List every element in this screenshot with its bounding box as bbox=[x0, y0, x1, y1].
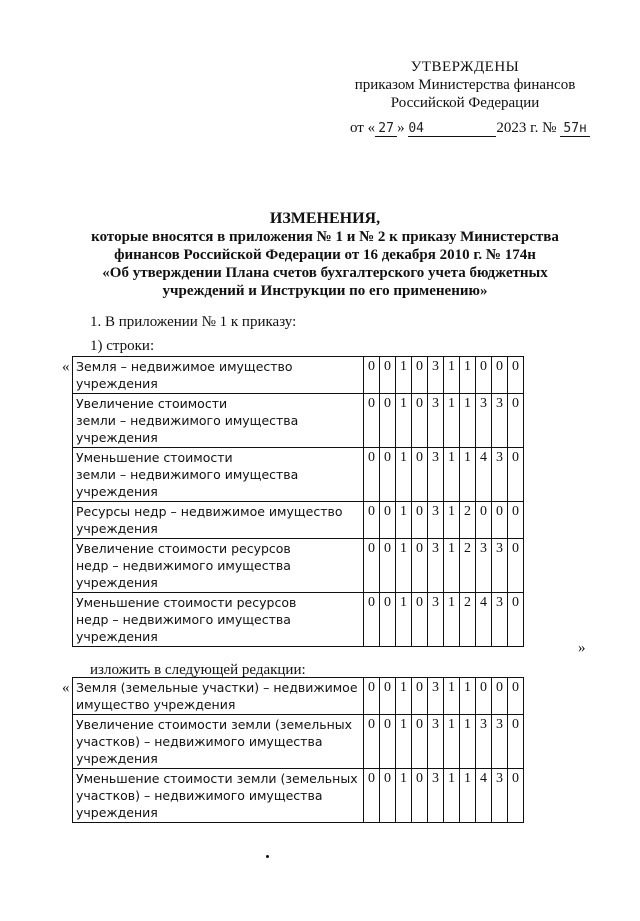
account-code-digit: 0 bbox=[412, 769, 428, 823]
order-year: 2023 г. № bbox=[496, 120, 557, 136]
account-code-digit: 0 bbox=[380, 539, 396, 593]
account-code-digit: 1 bbox=[396, 593, 412, 647]
account-code-digit: 3 bbox=[428, 448, 444, 502]
account-name-cell bbox=[73, 448, 364, 502]
account-name-line: недр – недвижимого имущества bbox=[76, 558, 291, 573]
account-name-cell bbox=[73, 539, 364, 593]
account-code-digit: 0 bbox=[364, 715, 380, 769]
table-row bbox=[73, 502, 524, 539]
account-code-digit: 1 bbox=[460, 357, 476, 394]
account-code-digit: 3 bbox=[428, 394, 444, 448]
account-name-line: участков) – недвижимого имущества bbox=[76, 734, 323, 749]
open-quote-2: « bbox=[62, 680, 70, 696]
accounts-table-old bbox=[72, 356, 524, 647]
account-code-digit: 0 bbox=[364, 593, 380, 647]
account-code-digit: 3 bbox=[428, 539, 444, 593]
account-code-digit: 1 bbox=[444, 357, 460, 394]
account-code-digit: 3 bbox=[476, 715, 492, 769]
table-row bbox=[73, 539, 524, 593]
account-code-digit: 0 bbox=[476, 357, 492, 394]
account-name-cell bbox=[73, 502, 364, 539]
account-code-digit: 1 bbox=[396, 502, 412, 539]
account-code-digit: 1 bbox=[460, 394, 476, 448]
title-line-1: ИЗМЕНЕНИЯ, bbox=[269, 210, 381, 227]
account-code-digit: 3 bbox=[492, 448, 508, 502]
account-name-line: Увеличение стоимости ресурсов bbox=[76, 541, 291, 556]
account-code-digit: 4 bbox=[476, 769, 492, 823]
order-date-line bbox=[350, 120, 590, 137]
account-name-cell bbox=[73, 593, 364, 647]
account-code-digit: 0 bbox=[492, 678, 508, 715]
account-code-digit: 1 bbox=[460, 448, 476, 502]
account-code-digit: 2 bbox=[460, 502, 476, 539]
table-row bbox=[73, 593, 524, 647]
page-mark-dot bbox=[266, 855, 269, 858]
account-name-cell bbox=[73, 715, 364, 769]
account-code-digit: 0 bbox=[364, 448, 380, 502]
account-code-digit: 1 bbox=[444, 715, 460, 769]
account-code-digit: 2 bbox=[460, 539, 476, 593]
table-row bbox=[73, 715, 524, 769]
order-month: 04 bbox=[408, 121, 496, 137]
account-code-digit: 3 bbox=[428, 357, 444, 394]
account-code-digit: 3 bbox=[428, 593, 444, 647]
date-prefix: от « bbox=[350, 120, 376, 136]
account-code-digit: 3 bbox=[428, 678, 444, 715]
account-code-digit: 1 bbox=[396, 394, 412, 448]
account-name-line: учреждения bbox=[76, 430, 158, 445]
table-row bbox=[73, 678, 524, 715]
account-code-digit: 0 bbox=[476, 678, 492, 715]
account-name-line: земли – недвижимого имущества bbox=[76, 467, 299, 482]
account-code-digit: 0 bbox=[412, 715, 428, 769]
title-line-2: которые вносятся в приложения № 1 и № 2 к приказу Министерства bbox=[91, 229, 559, 245]
account-code-digit: 1 bbox=[444, 593, 460, 647]
account-name-line: учреждения bbox=[76, 805, 158, 820]
account-code-digit: 0 bbox=[508, 357, 524, 394]
account-name-line: учреждения bbox=[76, 376, 158, 391]
account-name-line: Уменьшение стоимости земли (земельных bbox=[76, 771, 358, 786]
account-code-digit: 1 bbox=[396, 715, 412, 769]
account-code-digit: 0 bbox=[412, 539, 428, 593]
account-code-digit: 0 bbox=[364, 394, 380, 448]
account-code-digit: 3 bbox=[476, 539, 492, 593]
account-name-cell bbox=[73, 394, 364, 448]
account-code-digit: 0 bbox=[364, 502, 380, 539]
account-code-digit: 0 bbox=[364, 769, 380, 823]
account-code-digit: 1 bbox=[396, 357, 412, 394]
account-code-digit: 1 bbox=[444, 448, 460, 502]
account-code-digit: 0 bbox=[412, 678, 428, 715]
approved-by-line: приказом Министерства финансов bbox=[354, 77, 576, 93]
account-code-digit: 0 bbox=[476, 502, 492, 539]
account-code-digit: 1 bbox=[460, 678, 476, 715]
account-code-digit: 3 bbox=[428, 502, 444, 539]
account-code-digit: 3 bbox=[428, 715, 444, 769]
account-name-line: учреждения bbox=[76, 521, 158, 536]
account-code-digit: 3 bbox=[492, 593, 508, 647]
account-name-line: Уменьшение стоимости ресурсов bbox=[76, 595, 297, 610]
account-code-digit: 0 bbox=[508, 715, 524, 769]
account-code-digit: 0 bbox=[380, 502, 396, 539]
account-name-line: Земля (земельные участки) – недвижимое bbox=[76, 680, 358, 695]
account-code-digit: 4 bbox=[476, 593, 492, 647]
table-row bbox=[73, 394, 524, 448]
order-day: 27 bbox=[375, 121, 397, 137]
account-code-digit: 3 bbox=[428, 769, 444, 823]
account-code-digit: 3 bbox=[492, 539, 508, 593]
table-row bbox=[73, 769, 524, 823]
approved-org-line: Российской Федерации bbox=[390, 95, 540, 111]
account-name-line: учреждения bbox=[76, 575, 158, 590]
account-code-digit: 1 bbox=[444, 394, 460, 448]
account-code-digit: 1 bbox=[444, 539, 460, 593]
date-mid: » bbox=[397, 120, 405, 136]
account-code-digit: 0 bbox=[380, 394, 396, 448]
account-name-line: Ресурсы недр – недвижимое имущество bbox=[76, 504, 343, 519]
account-name-line: недр – недвижимого имущества bbox=[76, 612, 291, 627]
close-quote: » bbox=[578, 640, 586, 656]
account-code-digit: 1 bbox=[444, 678, 460, 715]
account-code-digit: 0 bbox=[508, 502, 524, 539]
account-code-digit: 0 bbox=[380, 448, 396, 502]
account-name-line: земли – недвижимого имущества bbox=[76, 413, 299, 428]
account-name-line: Земля – недвижимое имущество bbox=[76, 359, 293, 374]
account-code-digit: 0 bbox=[508, 769, 524, 823]
account-code-digit: 0 bbox=[492, 357, 508, 394]
title-line-4: «Об утверждении Плана счетов бухгалтерского учета бюджетных bbox=[102, 265, 548, 281]
order-number: 57н bbox=[560, 121, 590, 137]
account-code-digit: 0 bbox=[508, 448, 524, 502]
account-code-digit: 2 bbox=[460, 593, 476, 647]
account-code-digit: 0 bbox=[412, 448, 428, 502]
account-code-digit: 0 bbox=[508, 394, 524, 448]
account-name-cell bbox=[73, 678, 364, 715]
account-name-line: учреждения bbox=[76, 751, 158, 766]
account-code-digit: 3 bbox=[492, 394, 508, 448]
account-name-line: Увеличение стоимости земли (земельных bbox=[76, 717, 353, 732]
account-code-digit: 0 bbox=[380, 593, 396, 647]
account-code-digit: 0 bbox=[412, 357, 428, 394]
account-code-digit: 1 bbox=[396, 448, 412, 502]
account-code-digit: 1 bbox=[444, 769, 460, 823]
accounts-table-new bbox=[72, 677, 524, 823]
paragraph-1: 1. В приложении № 1 к приказу: bbox=[90, 314, 297, 330]
account-code-digit: 0 bbox=[364, 357, 380, 394]
title-line-5: учреждений и Инструкции по его применению» bbox=[162, 283, 488, 299]
account-code-digit: 1 bbox=[396, 769, 412, 823]
account-name-cell bbox=[73, 357, 364, 394]
account-code-digit: 0 bbox=[380, 678, 396, 715]
account-code-digit: 1 bbox=[460, 769, 476, 823]
account-code-digit: 0 bbox=[412, 593, 428, 647]
account-code-digit: 1 bbox=[460, 715, 476, 769]
account-code-digit: 4 bbox=[476, 448, 492, 502]
account-code-digit: 0 bbox=[380, 769, 396, 823]
account-name-line: имущество учреждения bbox=[76, 697, 236, 712]
account-name-line: учреждения bbox=[76, 629, 158, 644]
approval-block bbox=[330, 58, 600, 112]
paragraph-new-wording: изложить в следующей редакции: bbox=[90, 662, 306, 678]
account-code-digit: 3 bbox=[492, 769, 508, 823]
account-code-digit: 0 bbox=[492, 502, 508, 539]
title-line-3: финансов Российской Федерации от 16 декабря 2010 г. № 174н bbox=[114, 247, 536, 263]
account-code-digit: 3 bbox=[492, 715, 508, 769]
account-code-digit: 0 bbox=[380, 715, 396, 769]
account-code-digit: 0 bbox=[412, 394, 428, 448]
account-code-digit: 3 bbox=[476, 394, 492, 448]
account-code-digit: 0 bbox=[508, 539, 524, 593]
account-code-digit: 0 bbox=[364, 539, 380, 593]
account-name-line: учреждения bbox=[76, 484, 158, 499]
account-code-digit: 0 bbox=[508, 593, 524, 647]
table-row bbox=[73, 448, 524, 502]
approved-heading: УТВЕРЖДЕНЫ bbox=[410, 59, 520, 75]
account-code-digit: 0 bbox=[508, 678, 524, 715]
account-code-digit: 0 bbox=[412, 502, 428, 539]
paragraph-lines: 1) строки: bbox=[90, 338, 155, 354]
account-code-digit: 0 bbox=[380, 357, 396, 394]
table-row bbox=[73, 357, 524, 394]
account-code-digit: 1 bbox=[396, 678, 412, 715]
account-name-line: участков) – недвижимого имущества bbox=[76, 788, 323, 803]
open-quote-1: « bbox=[62, 359, 70, 375]
document-title bbox=[60, 210, 590, 300]
account-name-line: Уменьшение стоимости bbox=[76, 450, 233, 465]
account-name-line: Увеличение стоимости bbox=[76, 396, 228, 411]
account-code-digit: 1 bbox=[396, 539, 412, 593]
account-name-cell bbox=[73, 769, 364, 823]
account-code-digit: 1 bbox=[444, 502, 460, 539]
account-code-digit: 0 bbox=[364, 678, 380, 715]
